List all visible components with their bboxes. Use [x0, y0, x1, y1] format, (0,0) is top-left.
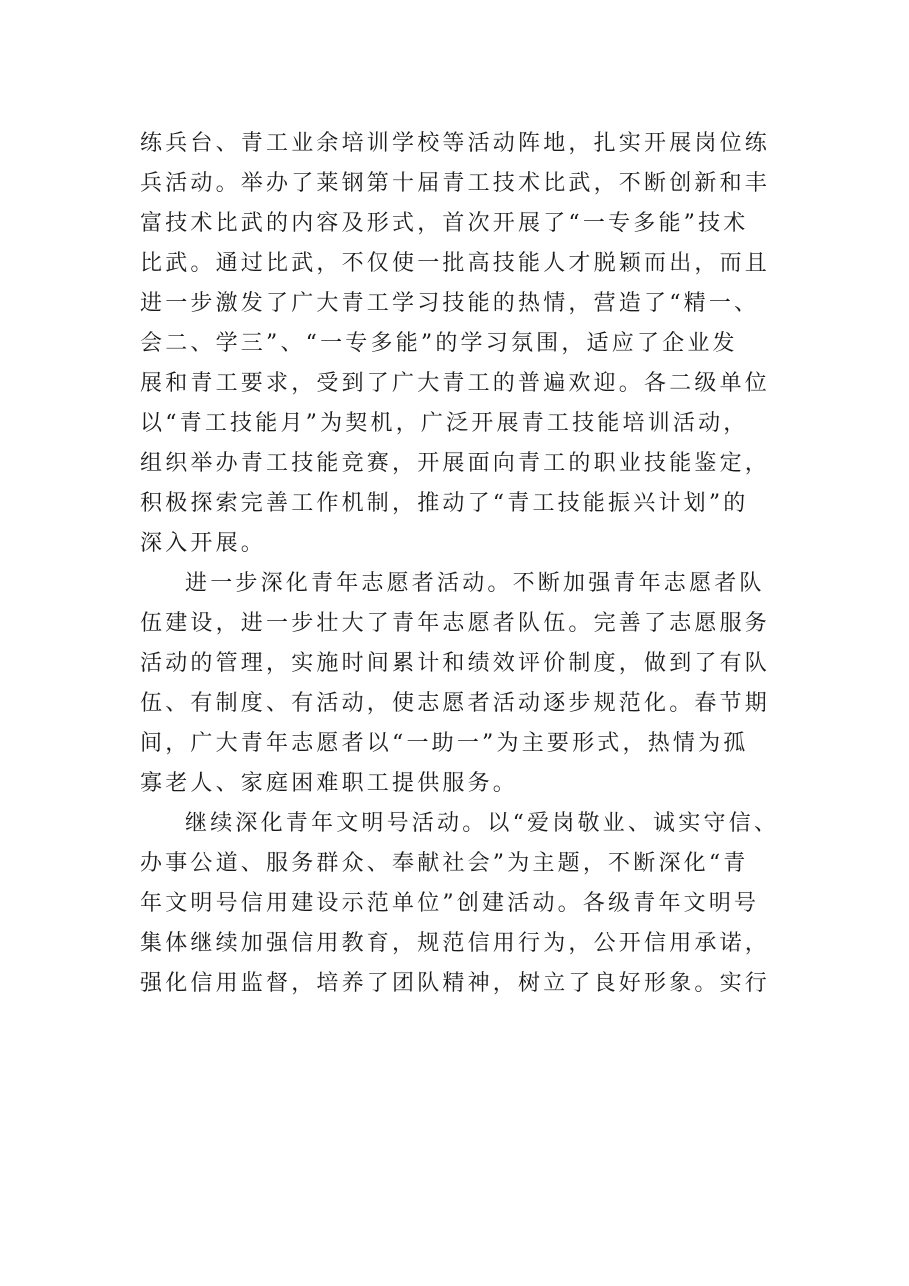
- paragraph-line: 继续深化青年文明号活动。以“爱岗敬业、诚实守信、: [185, 811, 780, 836]
- paragraph-line: 比武。通过比武，不仅使一批高技能人才脱颖而出，而且: [140, 251, 771, 276]
- paragraph-line: 富技术比武的内容及形式，首次开展了“一专多能”技术: [140, 211, 749, 236]
- paragraph-line: 组织举办青工技能竞赛，开展面向青工的职业技能鉴定，: [140, 451, 771, 476]
- paragraph-line: 伍、有制度、有活动，使志愿者活动逐步规范化。春节期: [140, 691, 771, 716]
- paragraph-line: 练兵台、青工业余培训学校等活动阵地，扎实开展岗位练: [140, 131, 771, 156]
- paragraph-2: [140, 564, 840, 804]
- paragraph-line: 办事公道、服务群众、奉献社会”为主题，不断深化“青: [140, 851, 749, 876]
- paragraph-line: 积极探索完善工作机制，推动了“青工技能振兴计划”的: [140, 491, 749, 516]
- paragraph-1: [140, 124, 840, 564]
- paragraph-line: 寡老人、家庭困难职工提供服务。: [140, 771, 519, 796]
- paragraph-line: 兵活动。举办了莱钢第十届青工技术比武，不断创新和丰: [140, 171, 771, 196]
- paragraph-line: 集体继续加强信用教育，规范信用行为，公开信用承诺，: [140, 931, 771, 956]
- paragraph-line: 展和青工要求，受到了广大青工的普遍欢迎。各二级单位: [140, 371, 771, 396]
- paragraph-line: 强化信用监督，培养了团队精神，树立了良好形象。实行: [140, 971, 771, 996]
- paragraph-line: 进一步深化青年志愿者活动。不断加强青年志愿者队: [185, 571, 765, 596]
- paragraph-line: 年文明号信用建设示范单位”创建活动。各级青年文明号: [140, 891, 760, 916]
- paragraph-line: 活动的管理，实施时间累计和绩效评价制度，做到了有队: [140, 651, 771, 676]
- paragraph-3: [140, 804, 840, 1004]
- paragraph-line: 伍建设，进一步壮大了青年志愿者队伍。完善了志愿服务: [140, 611, 771, 636]
- paragraph-line: 会二、学三”、“一专多能”的学习氛围，适应了企业发: [140, 331, 738, 356]
- document-body: [140, 124, 840, 1004]
- paragraph-line: 以“青工技能月”为契机，广泛开展青工技能培训活动，: [140, 411, 749, 436]
- paragraph-line: 间，广大青年志愿者以“一助一”为主要形式，热情为孤: [140, 731, 749, 756]
- paragraph-line: 深入开展。: [140, 531, 267, 556]
- paragraph-line: 进一步激发了广大青工学习技能的热情，营造了“精一、: [140, 291, 760, 316]
